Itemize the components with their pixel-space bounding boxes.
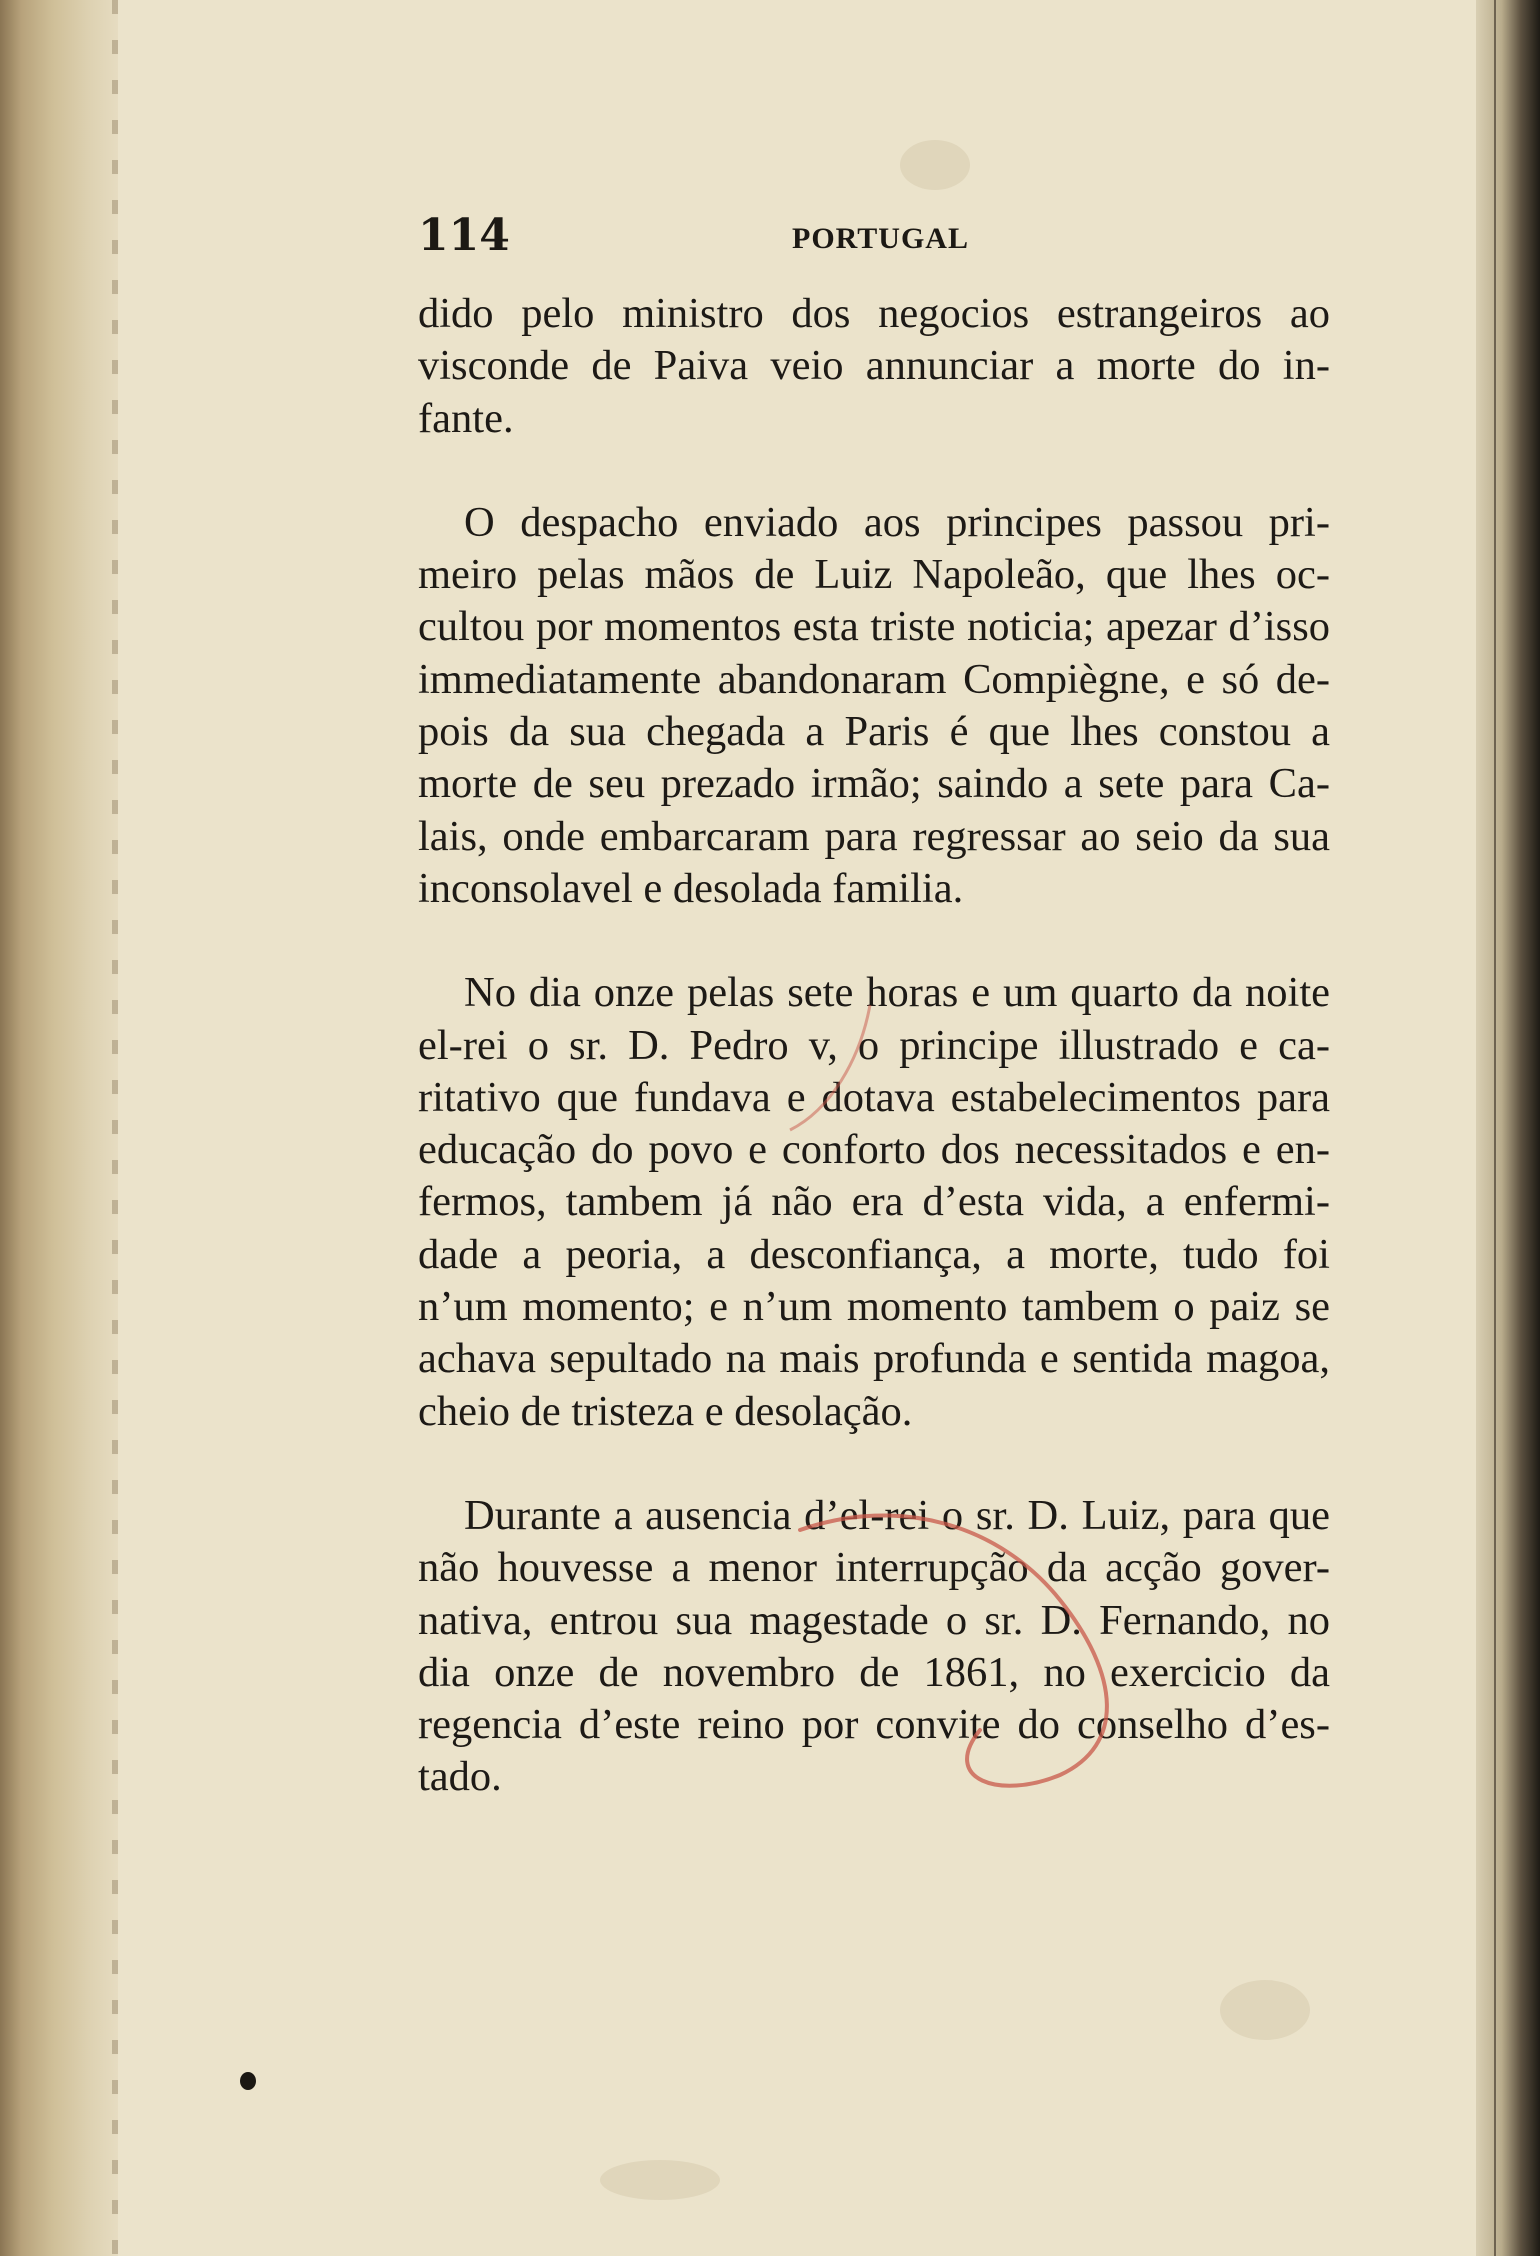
foxing-spot [600,2160,720,2200]
text-line: cultou por momentos esta triste noticia; apezar d’isso [418,603,1330,651]
text-line: cheio de tristeza e desolação. [418,1387,913,1435]
text-line: el-rei o sr. D. Pedro v, o principe illustrado e ca- [418,1021,1330,1069]
text-line: inconsolavel e desolada familia. [418,864,964,912]
paragraph [418,1490,1330,1804]
foxing-spot [900,140,970,190]
text-line: dido pelo ministro dos negocios estrangeiros ao [418,290,1330,337]
body-text [418,288,1330,1804]
text-line: ritativo que fundava e dotava estabelecimentos para [418,1073,1330,1121]
text-line: achava sepultado na mais profunda e sentida magoa, [418,1335,1330,1383]
text-line: fermos, tambem já não era d’esta vida, a enfermi- [418,1178,1330,1226]
paragraph [418,497,1330,915]
text-line: n’um momento; e n’um momento tambem o paiz se [418,1283,1330,1331]
page-number: 114 [418,210,510,261]
text-line: No dia onze pelas sete horas e um quarto da noite [464,969,1330,1017]
text-line: regencia d’este reino por convite do conselho d’es- [418,1701,1330,1749]
text-line: dia onze de novembro de 1861, no exercicio da [418,1648,1330,1696]
text-line: lais, onde embarcaram para regressar ao seio da sua [418,812,1330,860]
running-title: PORTUGAL [792,222,969,255]
text-line: nativa, entrou sua magestade o sr. D. Fernando, no [418,1596,1330,1644]
text-line: não houvesse a menor interrupção da acção gover- [418,1544,1330,1592]
text-line: Durante a ausencia d’el-rei o sr. D. Luiz, para que [464,1491,1330,1539]
text-line: meiro pelas mãos de Luiz Napoleão, que lhes oc- [418,551,1330,599]
text-line: visconde de Paiva veio annunciar a morte do in- [418,342,1330,390]
text-line: O despacho enviado aos principes passou pri- [464,498,1330,546]
text-line: fante. [418,394,514,442]
worn-left-edge [0,0,118,2256]
paragraph [418,967,1330,1438]
text-line: pois da sua chegada a Paris é que lhes constou a [418,708,1330,756]
foxing-spot [1220,1980,1310,2040]
text-line: immediatamente abandonaram Compiègne, e só de- [418,655,1330,703]
adjacent-page-edge [1476,0,1540,2256]
paragraph [418,288,1330,445]
text-line: morte de seu prezado irmão; saindo a sete para Ca- [418,760,1330,808]
text-line: educação do povo e conforto dos necessitados e en- [418,1126,1330,1174]
text-line: dade a peoria, a desconfiança, a morte, tudo foi [418,1230,1330,1278]
ink-spot [240,2072,256,2090]
running-head [418,210,1330,266]
text-line: tado. [418,1753,502,1801]
